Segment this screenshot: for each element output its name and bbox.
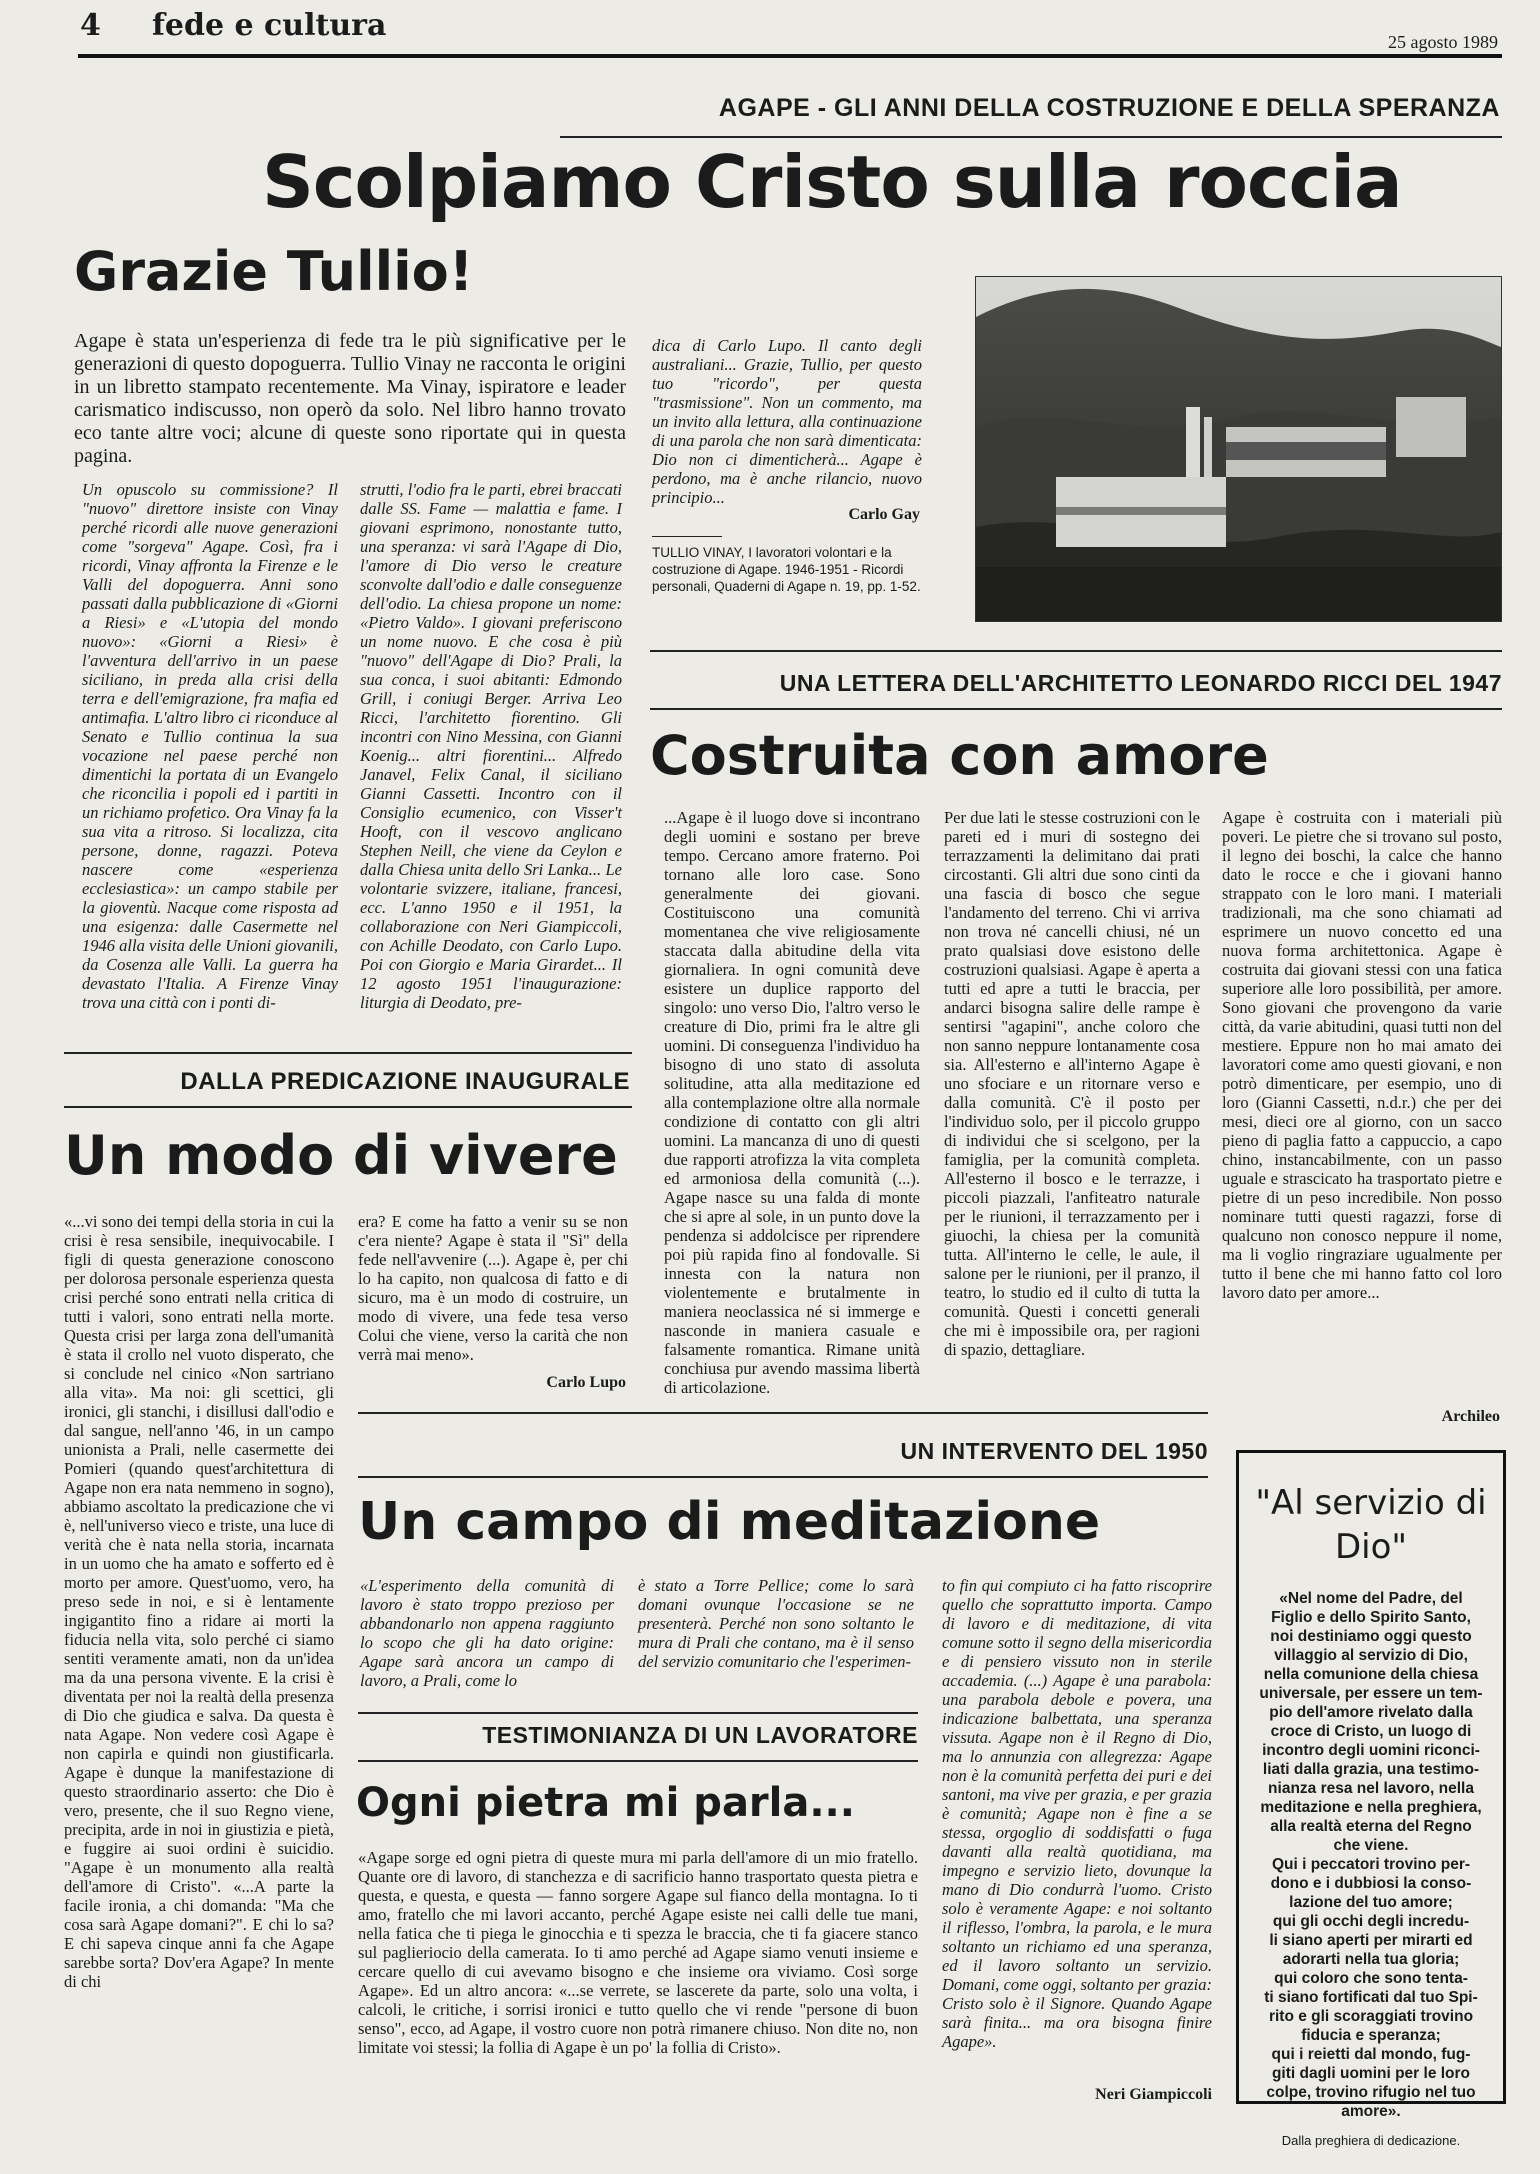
grazie-signature: Carlo Gay: [848, 506, 920, 523]
grazie-column-1: Un opuscolo su commissione? Il "nuovo" direttore insiste con Vinay perché ricordi alle nuove generazioni come "sorgeva" Agape. Così, fra i ricordi, Vinay affronta la Firenze e le Valli del dopoguerra. Anni sono passati dalla pubblicazione di «Giorni a Riesi» e «L'utopia del mondo nuovo»: «Giorni a Riesi» è l'avventura dell'arrivo in un paese siciliano, in preda alla crisi della terra e dell'emigrazione, fra mafia ed antimafia. L'altro libro ci riconduce al Senato e Tullio continua la sua vocazione nel paese perché non dimentichi la portata di un Evangelo che riconcilia i popoli ed i partiti in un richiamo profetico. Ora Vinay fa la sua vita a ritroso. Si localizza, cita persone, donne, ragazzi. Poteva nascere come «esperienza ecclesiastica»: un campo stabile per la gioventù. Nacque come risposta ad una esigenza: dalle Casermette nel 1946 alla visita delle Unioni giovanili, da Cosenza alle Valli. La guerra ha devastato l'Italia. A Firenze Vinay trova una città con i ponti di-: [82, 480, 338, 1012]
book-reference: TULLIO VINAY, I lavoratori volontari e la costruzione di Agape. 1946-1951 - Ricordi personali, Quaderni di Agape n. 19, pp. 1-52.: [652, 545, 921, 594]
prayer-line: ti siano fortificati dal tuo Spi-: [1264, 1989, 1478, 2006]
testimonianza-body: «Agape sorge ed ogni pietra di queste mura mi parla dell'amore di un mio fratello. Quante ore di lavoro, di stanchezza e di sacrificio hanno trasportato questa pietra e questa, e questa, e questa — fanno sorgere Agape sul fianco della montagna. Io ti amo, fratello che mi lavori accanto, perché Agape esiste nei calli delle tue mani, nella fatica che ti piega le ginocchia e ti spezza le braccia, che ti fa giacere stanco sul paglieriocio della camerata. Io ti amo perché ad Agape siamo venuti insieme e cercare quello di cui avevamo bisogno e che insieme ora viviamo. Così sorge Agape». Ed un altro ancora: «...se verrete, se lascerete da parte, solo una volta, i calcoli, le critiche, i sorrisi ironici e tutto quello che vi rende "persone di buon senso", ecco, ad Agape, il vostro cuore non potrà rimanere chiuso. Non dite no, non limitate voi stessi; la follia di Agape è un po' la follia di Cristo».: [358, 1848, 918, 2057]
header-rule: [78, 54, 1502, 58]
lettera-column-3: Agape è costruita con i materiali più poveri. Le pietre che si trovano sul posto, il legno dei boschi, la calce che hanno dato le rocce e che i giovani hanno strappato con le loro mani. I materiali tradizionali, ma che sono chiamati ad esprimere un nuovo concetto ed una nuova forma architettonica. Agape è costruita dai giovani stessi con una fatica superiore alle loro possibilità, per amore. Sono giovani che provengono da varie città, da varie abitudini, quasi tutti non del mestiere. Eppure non ho mai amato dei lavoratori come amo questi giovani, e non potrò dimenticare, per esempio, uno di loro (Gianni Cassetti, n.d.r.) che per dei mesi, dieci ore al giorno, con un sacco pieno di paglia fatto a cappuccio, a capo chino, instancabilmente, con un passo uguale e strascicato ha trasportato pietre e pietre di un peso incredibile. Non posso nominare tutti questi ragazzi, forse di qualcuno non conosco neppure il nome, ma li voglio ringraziare ugualmente per tutto il bene che mi hanno fatto col loro lavoro dato per amore...: [1222, 808, 1502, 1302]
lettera-kicker: UNA LETTERA DELL'ARCHITETTO LEONARDO RICCI DEL 1947: [779, 670, 1502, 696]
intervento-signature: Neri Giampiccoli: [1095, 2086, 1212, 2103]
dedication-title: "Al servizio di Dio": [1255, 1483, 1487, 1567]
prayer-line: villaggio al servizio di Dio,: [1274, 1647, 1468, 1664]
dedication-source: Dalla preghiera di dedicazione.: [1281, 2133, 1461, 2148]
predicazione-signature: Carlo Lupo: [546, 1374, 626, 1391]
predicazione-top-rule: [64, 1052, 632, 1054]
prayer-line: rito e gli scoraggiati trovino: [1268, 2008, 1474, 2025]
intervento-rule: [358, 1476, 1208, 1478]
main-headline: Scolpiamo Cristo sulla roccia: [262, 140, 1402, 224]
lettera-top-rule: [650, 650, 1502, 652]
prayer-line: incontro degli uomini riconci-: [1262, 1742, 1480, 1759]
prayer-line: Qui i peccatori trovino per-: [1271, 1856, 1471, 1873]
grazie-column-3: dica di Carlo Lupo. Il canto degli australiani... Grazie, Tullio, per questo tuo "ricordo", per questa "trasmissione". Non un commento, ma un invito alla lettura, alla continuazione di una parola che non sarà dimenticata: Dio non ci dimenticherà... Agape è perdono, ma è anche rilancio, nuovo principio...: [652, 336, 922, 507]
lettera-title: Costruita con amore: [650, 724, 1269, 787]
page-number: 4: [80, 8, 101, 43]
prayer-line: nella comunione della chiesa: [1263, 1666, 1479, 1683]
testimonianza-rule: [358, 1760, 918, 1762]
intervento-column-1: «L'esperimento della comunità di lavoro è stato troppo prezioso per abbandonarlo non appena raggiunto lo scopo che gli ha dato origine: Agape sarà ancora un campo di lavoro, a Prali, come lo: [360, 1576, 614, 1690]
predicazione-column-2: era? E come ha fatto a venir su se non c'era niente? Agape è stata il "Sì" della fede nell'avvenire (...). Agape è, per chi lo ha capito, non qualcosa di fatto e di sicuro, ma è un modo di costruire, un modo di vivere, una fede tesa verso Colui che viene, verso la carità che non verrà mai meno».: [358, 1212, 628, 1364]
testimonianza-kicker: TESTIMONIANZA DI UN LAVORATORE: [482, 1722, 918, 1748]
prayer-line: qui coloro che sono tenta-: [1274, 1970, 1468, 1987]
prayer-line: Figlio e dello Spirito Santo,: [1271, 1609, 1471, 1626]
prayer-line: nianza resa nel lavoro, nella: [1268, 1780, 1474, 1797]
lettera-column-1: ...Agape è il luogo dove si incontrano degli uomini e sostano per breve tempo. Cercano amore fraterno. Poi tornano alle loro case. Sono generalmente dei giovani. Costituiscono una comunità momentanea che vive religiosamente staccata dalla abitudine della vita giornaliera. In ogni comunità deve esistere un duplice rapporto del singolo: uno verso Dio, l'altro verso le creature di Dio, primi fra le altre gli uomini. Di conseguenza l'individuo ha bisogno di uno stato di assoluta solitudine, atta alla meditazione ed alla contemplazione oltre alla normale condizione di contatto con gli altri uomini. La mancanza di uno di questi due rapporti atrofizza la vita completa ed armoniosa della comunità (...). Agape nasce su una falda di monte che si apre al sole, in un punto dove la pendenza si addolcisce per riprendere poi più rapida fino al fondovalle. Si innesta con la natura non violentemente e brutalmente in maniera neoclassica né si immerge e nasconde in maniera casuale e falsamente romantica. Rimane unità conchiusa pur avendo massima libertà di articolazione.: [664, 808, 920, 1397]
prayer-line: universale, per essere un tem-: [1259, 1685, 1483, 1702]
dedication-prayer: [1239, 1589, 1503, 2121]
predicazione-kicker: DALLA PREDICAZIONE INAUGURALE: [180, 1068, 630, 1095]
intervento-top-rule: [358, 1412, 1208, 1414]
banner-rule: [560, 136, 1502, 138]
prayer-line: colpe, trovino rifugio nel tuo: [1266, 2084, 1476, 2101]
prayer-line: fiducia e speranza;: [1301, 2027, 1441, 2044]
grazie-column-2: strutti, l'odio fra le parti, ebrei braccati dalle SS. Fame — malattia e fame. I giovani esprimono, nonostante tutto, una speranza: vi sarà l'Agape di Dio, l'amore di Dio verso le creature sconvolte dall'odio e dalle conseguenze dell'odio. La chiesa propone un nome: «Pietro Valdo». I giovani preferiscono un nome nuovo. E che cosa è più "nuovo" dell'Agape di Dio? Prali, la sua conca, i suoi abitanti: Edmondo Grill, i coniugi Berger. Arriva Leo Ricci, l'architetto fiorentino. Gli incontri con Nino Messina, con Gianni Koenig... altri fiorentini... Alfredo Janavel, Felix Canal, il siciliano Gianni Cassetti. Incontro con il Consiglio ecumenico, con Visser't Hooft, con il vescovo anglicano Stephen Neill, che viene da Ceylon e dalla Chiesa unita dello Sri Lanka... Le volontarie svizzere, italiane, francesi, ecc. L'anno 1950 e il 1951, la collaborazione con Neri Giampiccoli, con Achille Deodato, con Carlo Lupo. Poi con Giorgio e Maria Girardet... Il 12 agosto 1951 l'inaugurazione: liturgia di Deodato, pre-: [360, 480, 622, 1012]
prayer-line: qui gli occhi degli incredu-: [1272, 1913, 1470, 1930]
dedication-box: [1236, 1450, 1506, 2148]
caption-rule: [652, 536, 722, 537]
prayer-line: lazione del tuo amore;: [1289, 1894, 1453, 1911]
section-name: fede e cultura: [152, 8, 387, 43]
prayer-line: adorarti nella tua gloria;: [1282, 1951, 1460, 1968]
predicazione-title: Un modo di vivere: [64, 1124, 618, 1187]
prayer-line: li siano aperti per mirarti ed: [1269, 1932, 1473, 1949]
prayer-line: noi destiniamo oggi questo: [1270, 1628, 1472, 1645]
grazie-lead: Agape è stata un'esperienza di fede tra le più significative per le generazioni di questo dopoguerra. Tullio Vinay ne racconta le origini in un libretto stampato recentemente. Ma Vinay, ispiratore e leader carismatico indiscusso, non operò da solo. Nel libro hanno trovato eco tante altre voci; alcune di queste sono riportate qui in questa pagina.: [74, 330, 626, 467]
lettera-signature: Archileo: [1441, 1408, 1500, 1425]
prayer-line: dono e i dubbiosi la conso-: [1270, 1875, 1472, 1892]
testimonianza-title: Ogni pietra mi parla...: [356, 1780, 855, 1826]
intervento-title: Un campo di meditazione: [358, 1492, 1101, 1552]
predicazione-rule: [64, 1106, 632, 1108]
prayer-line: qui i reietti dal mondo, fug-: [1271, 2046, 1471, 2063]
lettera-column-2: Per due lati le stesse costruzioni con le pareti ed i muri di sostegno dei terrazzamenti la delimitano dai prati circostanti. Gli altri due sono cinti da una fascia di bosco che segue l'andamento del terreno. Chi vi arriva non trova né cancelli chiusi, né un prato qualsiasi dove esistono delle costruzioni qualsiasi. Agape è aperta a tutti ed apre a tutti le braccia, per andarci bisogna salire delle rampe è sentirsi "agapini", anche coloro che non sanno neppure lontanamente cosa sia. All'esterno e all'interno Agape è uno sfociare e un ritornare verso e dalla comunità. C'è il posto per l'individuo solo, per il piccolo gruppo di individui che si scelgono, per la famiglia, per la comunità completa. All'esterno il bosco e le terrazze, i piccoli piazzali, l'anfiteatro naturale per le riunioni, il terrazzamento per i giuochi, la chiesa per la comunità tutta. All'interno le celle, le aule, il salone per le riunioni, per il pranzo, il teatro, lo studio ed il culto di tutta la comunità. Questi i concetti generali che mi è impossibile ora, per ragioni di spazio, dettagliare.: [944, 808, 1200, 1359]
prayer-line: liati dalla grazia, una testimo-: [1262, 1761, 1480, 1778]
predicazione-column-1: «...vi sono dei tempi della storia in cui la crisi è resa sensibile, inequivocabile. I figli di questa generazione conoscono per dolorosa personale esperienza questa crisi perché sono entrati nella critica di tutti i valori, sono entrati nella morte. Questa crisi per larga zona dell'umanità è stata il crollo nel vuoto disperato, che si conclude nel cinico «Non sartriano alla vita». Ma noi: gli scettici, gli ironici, gli stanchi, i disillusi dall'odio e dal sangue, nell'anno '46, in un campo unionista a Prali, nelle casermette dei Pomieri (quando quest'architettura di Agape non era nata nemmeno in sogno), abbiamo ascoltato la predicazione che vi è, nell'universo vieco e triste, una luce di verità che è nata nella storia, incarnata in un uomo che ha amato e sofferto ed è morto per amore. Quest'uomo, vero, ha preso sede in noi, e si è lentamente ingigantito fino a ridare ai morti la fiducia nella vita, solo perché ci siamo sentiti veramente amati, non da un'idea ma da una persona vivente. E la crisi è diventata per noi la realtà della presenza di Dio che giudica e salva. Da questa è nata Agape. Non vedere così Agape è non capirla e quindi non giustificarla. Agape è dunque la manifestazione di questo straordinario asserto: che Dio è vero, presente, che il suo Regno viene, precipita, arde in noi in giustizia e pietà, e fuggire ai suoi ordini è suicidio. "Agape è un monumento alla realtà dell'amore di Cristo". «...A parte la facile ironia, a chi domanda: "Ma che cosa sarà Agape domani?". E chi lo sa? E chi sapeva cinque anni fa che Agape sarebbe sorta? Dov'era Agape? In mente di chi: [64, 1212, 334, 1991]
testimonianza-top-rule: [358, 1712, 918, 1714]
prayer-line: che viene.: [1333, 1837, 1409, 1854]
grazie-title: Grazie Tullio!: [74, 240, 474, 303]
intervento-column-3: to fin qui compiuto ci ha fatto riscoprire quello che soprattutto importa. Campo di lavoro e di meditazione, di vita comune sotto il segno della misericordia e di pensiero vissuto non in sterile accademia. (...) Agape è una parabola: una parabola debole e povera, una indicazione balbettata, una speranza vissuta. Agape non è il Regno di Dio, ma lo annunzia con allegrezza: Agape non è la comunità perfetta dei puri e dei santoni, ma vive per grazia, e per grazia è comunità; Agape non è fine a se stessa, orgoglio di soddisfatti o fuga davanti alla realtà quotidiana, ma impegno e servizio lieto, dovunque la mano di Dio condurrà l'uomo. Cristo solo è veramente Agape: e noi soltanto il riflesso, l'ombra, la parola, e le mura soltanto un richiamo ed una speranza, ed il lavoro soltanto un servizio. Domani, come oggi, soltanto per grazia: Cristo solo è il Signore. Quando Agape sarà finita... ma ora bisogna finire Agape».: [942, 1576, 1212, 2051]
prayer-line: amore».: [1341, 2103, 1401, 2120]
intervento-column-2: è stato a Torre Pellice; come lo sarà domani ovunque l'occasione se ne presenterà. Perché non sono soltanto le mura di Prali che contano, ma è il senso del servizio comunitario che l'esperimen-: [638, 1576, 914, 1671]
prayer-line: giti dagli uomini per le loro: [1271, 2065, 1471, 2082]
prayer-line: croce di Cristo, un luogo di: [1270, 1723, 1472, 1740]
prayer-line: «Nel nome del Padre, del: [1279, 1590, 1463, 1607]
prayer-line: meditazione e nella preghiera,: [1260, 1799, 1482, 1816]
prayer-line: alla realtà eterna del Regno: [1270, 1818, 1472, 1835]
issue-date: 25 agosto 1989: [1388, 32, 1498, 52]
agape-photo: [975, 276, 1502, 622]
banner-kicker: AGAPE - GLI ANNI DELLA COSTRUZIONE E DELLA SPERANZA: [718, 94, 1500, 122]
lettera-rule: [650, 708, 1502, 710]
agape-building-image: [976, 277, 1501, 621]
prayer-line: pio dell'amore rivelato dalla: [1269, 1704, 1473, 1721]
intervento-kicker: UN INTERVENTO DEL 1950: [900, 1438, 1208, 1464]
